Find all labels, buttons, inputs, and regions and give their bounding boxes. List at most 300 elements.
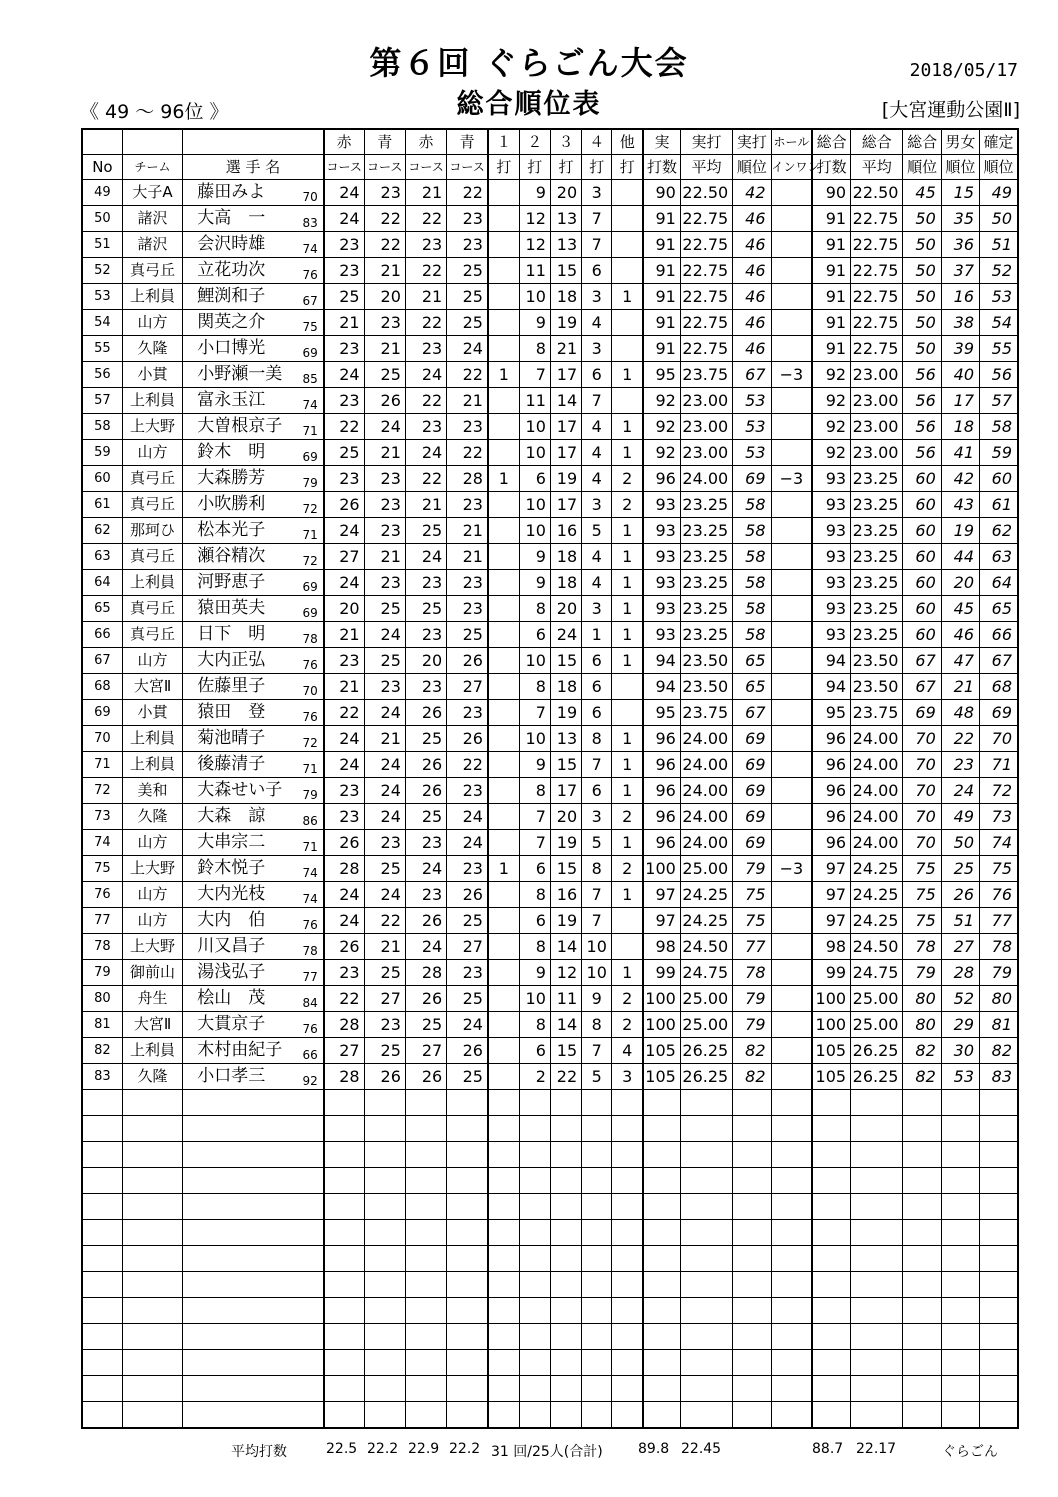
cell-trank: 50 xyxy=(903,284,941,310)
cell-no: 83 xyxy=(82,1064,122,1090)
cell-rank1: 46 xyxy=(733,336,771,362)
cell-rank1: 53 xyxy=(733,414,771,440)
cell-no: 65 xyxy=(82,596,122,622)
cell-no xyxy=(82,1376,122,1402)
cell-h1 xyxy=(488,700,519,726)
cell-grank: 30 xyxy=(941,1038,979,1064)
cell-h1 xyxy=(488,778,519,804)
cell-avg xyxy=(680,1350,732,1376)
cell-team: 久隆 xyxy=(122,804,182,830)
cell-h4 xyxy=(582,1246,612,1272)
cell-grank: 24 xyxy=(941,778,979,804)
cell-h4 xyxy=(582,1402,612,1429)
cell-frank: 62 xyxy=(980,518,1018,544)
cell-strokes: 105 xyxy=(643,1038,680,1064)
cell-c4 xyxy=(447,1168,488,1194)
cell-c4: 27 xyxy=(447,934,488,960)
cell-hio xyxy=(771,1402,812,1429)
cell-c1: 24 xyxy=(324,908,364,934)
cell-grank xyxy=(941,1168,979,1194)
cell-grank xyxy=(941,1324,979,1350)
cell-h4: 8 xyxy=(582,856,612,882)
cell-h3 xyxy=(550,1402,581,1429)
cell-c3: 25 xyxy=(405,596,446,622)
cell-rank1: 58 xyxy=(733,544,771,570)
cell-team: 上大野 xyxy=(122,856,182,882)
cell-hio xyxy=(771,934,812,960)
cell-c3 xyxy=(405,1272,446,1298)
cell-rank1: 65 xyxy=(733,674,771,700)
cell-h4: 7 xyxy=(582,206,612,232)
player-age: 78 xyxy=(302,632,318,646)
cell-h4: 9 xyxy=(582,986,612,1012)
cell-total xyxy=(812,1220,850,1246)
cell-trank: 75 xyxy=(903,882,941,908)
cell-c4: 26 xyxy=(447,726,488,752)
cell-trank: 45 xyxy=(903,180,941,206)
player-age: 66 xyxy=(302,1048,318,1062)
cell-trank xyxy=(903,1246,941,1272)
cell-hio xyxy=(771,518,812,544)
cell-frank: 57 xyxy=(980,388,1018,414)
player-name: 河野恵子 xyxy=(197,572,266,592)
cell-team: 山方 xyxy=(122,830,182,856)
cell-oth xyxy=(612,388,643,414)
table-row xyxy=(82,726,1018,752)
footer-avg-avg: 22.45 xyxy=(681,1441,722,1457)
player-name: 大高 一 xyxy=(197,208,266,228)
cell-h3: 17 xyxy=(550,492,581,518)
cell-c4: 24 xyxy=(447,804,488,830)
cell-trank: 67 xyxy=(903,674,941,700)
cell-total: 105 xyxy=(812,1064,850,1090)
table-row xyxy=(82,362,1018,388)
cell-h2: 6 xyxy=(519,1038,550,1064)
cell-oth: 1 xyxy=(612,778,643,804)
cell-strokes: 94 xyxy=(643,674,680,700)
cell-c4 xyxy=(447,1142,488,1168)
cell-h3 xyxy=(550,1220,581,1246)
cell-h3: 17 xyxy=(550,414,581,440)
cell-grank xyxy=(941,1350,979,1376)
cell-c2: 21 xyxy=(364,258,405,284)
cell-h3: 11 xyxy=(550,986,581,1012)
cell-c2: 23 xyxy=(364,674,405,700)
cell-trank xyxy=(903,1272,941,1298)
cell-c2 xyxy=(364,1090,405,1116)
cell-frank: 79 xyxy=(980,960,1018,986)
cell-no: 72 xyxy=(82,778,122,804)
cell-strokes: 93 xyxy=(643,622,680,648)
cell-frank: 69 xyxy=(980,700,1018,726)
cell-c2: 21 xyxy=(364,726,405,752)
table-header xyxy=(82,129,1018,180)
cell-trank: 60 xyxy=(903,518,941,544)
player-name: 菊池晴子 xyxy=(197,728,266,748)
cell-hio xyxy=(771,1090,812,1116)
header-bottom-20: 順位 xyxy=(980,155,1018,180)
cell-tavg: 24.00 xyxy=(851,804,903,830)
cell-grank: 27 xyxy=(941,934,979,960)
header-top-11: 他 xyxy=(612,129,643,155)
cell-oth xyxy=(612,1246,643,1272)
cell-frank: 53 xyxy=(980,284,1018,310)
player-age: 71 xyxy=(302,840,318,854)
cell-avg: 23.25 xyxy=(680,544,732,570)
cell-oth xyxy=(612,1272,643,1298)
cell-hio: −3 xyxy=(771,362,812,388)
cell-c2: 23 xyxy=(364,518,405,544)
cell-h4: 7 xyxy=(582,232,612,258)
cell-c3 xyxy=(405,1246,446,1272)
cell-c1 xyxy=(324,1194,364,1220)
cell-total: 94 xyxy=(812,648,850,674)
cell-h1 xyxy=(488,1376,519,1402)
cell-rank1: 79 xyxy=(733,1012,771,1038)
cell-rank1: 58 xyxy=(733,570,771,596)
cell-c4: 24 xyxy=(447,1012,488,1038)
cell-tavg xyxy=(851,1168,903,1194)
table-row xyxy=(82,1168,1018,1194)
cell-oth: 2 xyxy=(612,466,643,492)
cell-trank: 70 xyxy=(903,830,941,856)
cell-h2: 2 xyxy=(519,1064,550,1090)
cell-h2: 8 xyxy=(519,674,550,700)
cell-name xyxy=(183,674,324,700)
cell-grank: 22 xyxy=(941,726,979,752)
cell-name xyxy=(183,1116,324,1142)
cell-c1: 25 xyxy=(324,284,364,310)
cell-hio xyxy=(771,1194,812,1220)
cell-c4: 23 xyxy=(447,778,488,804)
cell-strokes: 95 xyxy=(643,362,680,388)
header-bottom-19: 順位 xyxy=(941,155,979,180)
cell-frank: 64 xyxy=(980,570,1018,596)
cell-c3 xyxy=(405,1090,446,1116)
cell-strokes xyxy=(643,1168,680,1194)
header-top-18: 総合 xyxy=(903,129,941,155)
cell-grank: 21 xyxy=(941,674,979,700)
player-name: 桧山 茂 xyxy=(197,988,266,1008)
cell-name xyxy=(183,1272,324,1298)
cell-c2: 25 xyxy=(364,960,405,986)
header-top-3: 赤 xyxy=(324,129,364,155)
cell-trank: 80 xyxy=(903,1012,941,1038)
cell-oth: 1 xyxy=(612,960,643,986)
cell-tavg xyxy=(851,1272,903,1298)
cell-frank: 66 xyxy=(980,622,1018,648)
cell-h4: 4 xyxy=(582,544,612,570)
cell-strokes: 91 xyxy=(643,310,680,336)
cell-trank xyxy=(903,1116,941,1142)
cell-hio xyxy=(771,908,812,934)
cell-avg xyxy=(680,1298,732,1324)
cell-trank: 56 xyxy=(903,414,941,440)
cell-name xyxy=(183,310,324,336)
cell-tavg: 22.75 xyxy=(851,206,903,232)
cell-trank: 75 xyxy=(903,856,941,882)
header-top-7: １ xyxy=(488,129,519,155)
table-row xyxy=(82,960,1018,986)
cell-c2 xyxy=(364,1402,405,1429)
cell-oth: 2 xyxy=(612,492,643,518)
cell-avg xyxy=(680,1220,732,1246)
table-row xyxy=(82,1064,1018,1090)
cell-no: 50 xyxy=(82,206,122,232)
cell-oth xyxy=(612,674,643,700)
header-top-20: 確定 xyxy=(980,129,1018,155)
table-row xyxy=(82,1402,1018,1429)
cell-no: 79 xyxy=(82,960,122,986)
player-age: 76 xyxy=(302,658,318,672)
cell-h1: 1 xyxy=(488,856,519,882)
table-row xyxy=(82,206,1018,232)
cell-h2: 9 xyxy=(519,544,550,570)
cell-team xyxy=(122,1090,182,1116)
cell-no: 49 xyxy=(82,180,122,206)
cell-total: 97 xyxy=(812,856,850,882)
cell-c2 xyxy=(364,1168,405,1194)
cell-rank1: 58 xyxy=(733,622,771,648)
cell-name xyxy=(183,232,324,258)
cell-total: 96 xyxy=(812,804,850,830)
cell-trank: 82 xyxy=(903,1064,941,1090)
cell-c3 xyxy=(405,1194,446,1220)
cell-avg: 22.75 xyxy=(680,232,732,258)
cell-h3 xyxy=(550,1376,581,1402)
cell-h1 xyxy=(488,1194,519,1220)
cell-hio xyxy=(771,414,812,440)
header-bottom-0: No xyxy=(82,155,122,180)
cell-h4: 4 xyxy=(582,466,612,492)
cell-tavg xyxy=(851,1220,903,1246)
cell-total: 92 xyxy=(812,440,850,466)
cell-team xyxy=(122,1220,182,1246)
footer-tavg-avg: 22.17 xyxy=(856,1441,897,1457)
cell-no: 52 xyxy=(82,258,122,284)
header-top-15: ホール xyxy=(771,129,812,155)
cell-c3: 21 xyxy=(405,492,446,518)
cell-tavg: 23.00 xyxy=(851,414,903,440)
footer-c2-avg: 22.2 xyxy=(367,1441,399,1457)
table-row xyxy=(82,674,1018,700)
cell-c1: 22 xyxy=(324,986,364,1012)
cell-rank1: 69 xyxy=(733,778,771,804)
cell-total xyxy=(812,1194,850,1220)
cell-avg xyxy=(680,1168,732,1194)
cell-no: 78 xyxy=(82,934,122,960)
cell-c4: 21 xyxy=(447,544,488,570)
cell-team: 大子A xyxy=(122,180,182,206)
cell-c4: 25 xyxy=(447,1064,488,1090)
cell-c2: 21 xyxy=(364,440,405,466)
cell-h3: 17 xyxy=(550,778,581,804)
cell-tavg: 23.25 xyxy=(851,570,903,596)
cell-oth: 1 xyxy=(612,752,643,778)
player-age: 69 xyxy=(302,606,318,620)
cell-avg: 23.75 xyxy=(680,700,732,726)
table-row xyxy=(82,518,1018,544)
cell-c2: 24 xyxy=(364,778,405,804)
cell-strokes: 97 xyxy=(643,882,680,908)
cell-hio xyxy=(771,1038,812,1064)
table-row xyxy=(82,284,1018,310)
cell-h3: 17 xyxy=(550,362,581,388)
cell-hio xyxy=(771,258,812,284)
cell-trank: 67 xyxy=(903,648,941,674)
cell-frank: 78 xyxy=(980,934,1018,960)
cell-strokes: 91 xyxy=(643,336,680,362)
cell-c4 xyxy=(447,1194,488,1220)
cell-trank: 60 xyxy=(903,544,941,570)
cell-c3: 22 xyxy=(405,206,446,232)
player-age: 70 xyxy=(302,684,318,698)
player-name: 川又昌子 xyxy=(197,936,266,956)
cell-no: 51 xyxy=(82,232,122,258)
cell-h4: 8 xyxy=(582,1012,612,1038)
cell-no xyxy=(82,1298,122,1324)
cell-h3: 15 xyxy=(550,856,581,882)
player-name: 大内光枝 xyxy=(197,884,266,904)
table-row xyxy=(82,1142,1018,1168)
cell-strokes: 92 xyxy=(643,414,680,440)
cell-oth: 1 xyxy=(612,284,643,310)
cell-h3 xyxy=(550,1272,581,1298)
cell-trank: 56 xyxy=(903,362,941,388)
player-age: 76 xyxy=(302,1022,318,1036)
cell-team: 山方 xyxy=(122,882,182,908)
cell-strokes xyxy=(643,1220,680,1246)
cell-h4 xyxy=(582,1168,612,1194)
cell-total xyxy=(812,1376,850,1402)
header-bottom-2: 選 手 名 xyxy=(183,155,324,180)
cell-grank xyxy=(941,1142,979,1168)
cell-c2: 23 xyxy=(364,570,405,596)
cell-c1: 28 xyxy=(324,1064,364,1090)
cell-h3: 14 xyxy=(550,934,581,960)
cell-name xyxy=(183,336,324,362)
cell-name xyxy=(183,1298,324,1324)
cell-c3: 23 xyxy=(405,232,446,258)
cell-c3: 25 xyxy=(405,726,446,752)
cell-no: 76 xyxy=(82,882,122,908)
cell-frank xyxy=(980,1298,1018,1324)
cell-grank: 51 xyxy=(941,908,979,934)
cell-name xyxy=(183,388,324,414)
cell-hio xyxy=(771,1142,812,1168)
cell-h3: 14 xyxy=(550,1012,581,1038)
cell-tavg: 23.25 xyxy=(851,492,903,518)
cell-frank xyxy=(980,1090,1018,1116)
cell-team: 小貫 xyxy=(122,362,182,388)
cell-name xyxy=(183,1402,324,1429)
cell-h2: 6 xyxy=(519,908,550,934)
cell-h1 xyxy=(488,622,519,648)
cell-oth xyxy=(612,1116,643,1142)
cell-total: 100 xyxy=(812,986,850,1012)
cell-c3: 21 xyxy=(405,180,446,206)
cell-c1 xyxy=(324,1142,364,1168)
player-age: 71 xyxy=(302,762,318,776)
cell-c1: 23 xyxy=(324,232,364,258)
cell-frank: 83 xyxy=(980,1064,1018,1090)
cell-total: 92 xyxy=(812,414,850,440)
cell-h4: 7 xyxy=(582,1038,612,1064)
cell-h1 xyxy=(488,908,519,934)
cell-h3: 22 xyxy=(550,1064,581,1090)
header-top-13: 実打 xyxy=(680,129,732,155)
cell-c2: 26 xyxy=(364,1064,405,1090)
cell-total: 93 xyxy=(812,622,850,648)
cell-grank xyxy=(941,1376,979,1402)
cell-c2: 22 xyxy=(364,206,405,232)
table-row xyxy=(82,492,1018,518)
cell-hio xyxy=(771,570,812,596)
cell-name xyxy=(183,362,324,388)
cell-c4: 22 xyxy=(447,180,488,206)
cell-hio xyxy=(771,1168,812,1194)
cell-strokes xyxy=(643,1194,680,1220)
cell-c2 xyxy=(364,1298,405,1324)
cell-c4: 22 xyxy=(447,752,488,778)
cell-strokes: 99 xyxy=(643,960,680,986)
player-age: 84 xyxy=(302,996,318,1010)
cell-c1: 25 xyxy=(324,440,364,466)
cell-avg: 24.25 xyxy=(680,908,732,934)
cell-avg: 24.00 xyxy=(680,778,732,804)
cell-c1: 23 xyxy=(324,960,364,986)
cell-c4: 23 xyxy=(447,492,488,518)
table-row xyxy=(82,986,1018,1012)
cell-c3: 23 xyxy=(405,882,446,908)
cell-frank: 52 xyxy=(980,258,1018,284)
cell-c2 xyxy=(364,1246,405,1272)
cell-strokes: 93 xyxy=(643,596,680,622)
cell-c2: 21 xyxy=(364,544,405,570)
cell-tavg: 26.25 xyxy=(851,1038,903,1064)
cell-no: 57 xyxy=(82,388,122,414)
cell-c4: 23 xyxy=(447,206,488,232)
cell-c4 xyxy=(447,1402,488,1429)
cell-oth xyxy=(612,1350,643,1376)
cell-oth xyxy=(612,1298,643,1324)
cell-h2: 12 xyxy=(519,232,550,258)
table-row xyxy=(82,336,1018,362)
cell-name xyxy=(183,1064,324,1090)
cell-total: 91 xyxy=(812,206,850,232)
cell-h1 xyxy=(488,492,519,518)
header-bottom-7: 打 xyxy=(488,155,519,180)
cell-grank: 41 xyxy=(941,440,979,466)
cell-tavg: 23.25 xyxy=(851,596,903,622)
cell-h1 xyxy=(488,1168,519,1194)
cell-h1 xyxy=(488,1090,519,1116)
cell-c2 xyxy=(364,1194,405,1220)
cell-total: 96 xyxy=(812,830,850,856)
table-row xyxy=(82,1194,1018,1220)
cell-avg: 25.00 xyxy=(680,856,732,882)
cell-h3 xyxy=(550,1116,581,1142)
player-name: 鈴木 明 xyxy=(197,442,266,462)
cell-c1: 27 xyxy=(324,1038,364,1064)
cell-hio xyxy=(771,336,812,362)
cell-total: 93 xyxy=(812,518,850,544)
player-age: 74 xyxy=(302,242,318,256)
cell-avg: 24.00 xyxy=(680,830,732,856)
cell-c1: 24 xyxy=(324,518,364,544)
cell-h2 xyxy=(519,1402,550,1429)
cell-frank: 63 xyxy=(980,544,1018,570)
